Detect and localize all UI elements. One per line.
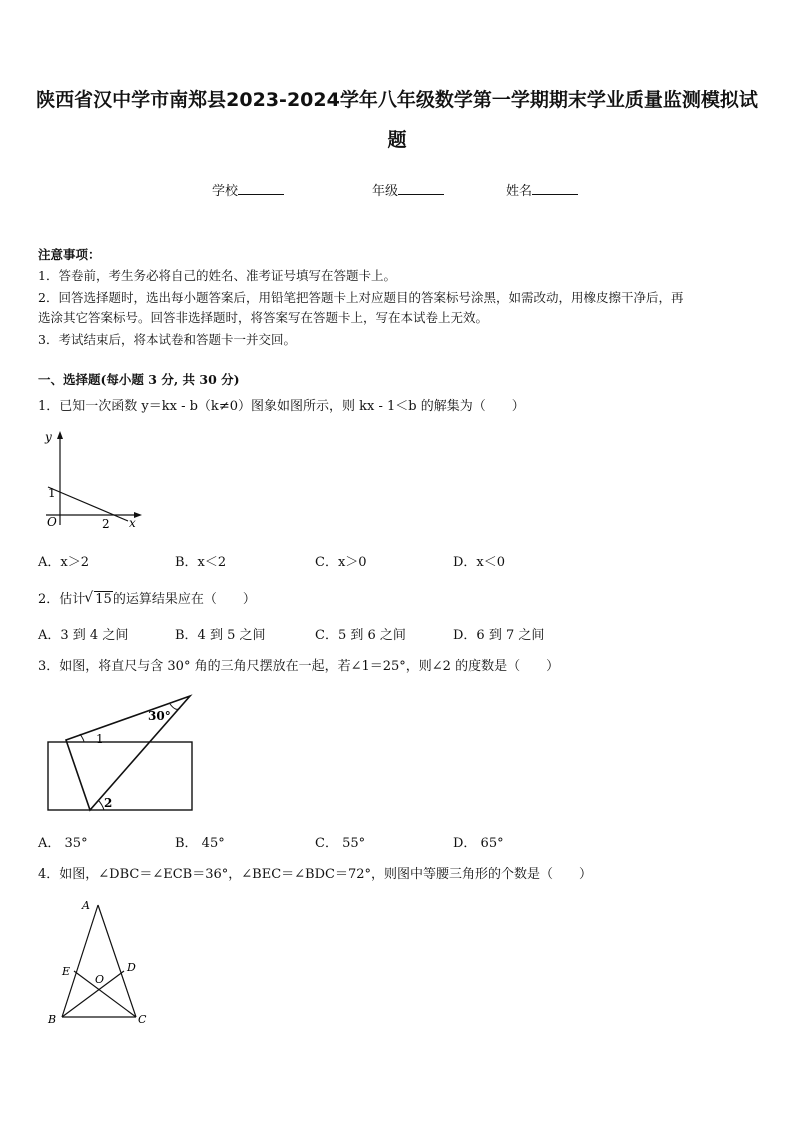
graph-y-intercept: 1 [48,486,56,500]
question-2-text [38,588,256,607]
point-c-label: C [138,1013,147,1026]
grade-label: 年级 [372,184,399,199]
graph-x-label: x [129,516,136,530]
name-blank[interactable] [532,182,578,195]
q1-option-d[interactable]: D．x＜0 [453,555,506,570]
section-heading: 一、选择题(每小题 3 分, 共 30 分) [38,372,240,387]
q2-option-d[interactable]: D．6 到 7 之间 [453,628,545,643]
grade-blank[interactable] [398,182,444,195]
q2-suffix: 的运算结果应在（ ） [112,592,256,607]
q2-option-a[interactable]: A．3 到 4 之间 [38,628,129,643]
exam-title-line1: 陕西省汉中学市南郑县2023-2024学年八年级数学第一学期期末学业质量监测模拟试 [36,89,758,111]
note-item-1: 1．答卷前，考生务必将自己的姓名、准考证号填写在答题卡上。 [38,268,396,283]
sqrt-symbol [85,592,113,607]
question-3-text: 3．如图，将直尺与含 30° 角的三角尺摆放在一起，若∠1＝25°，则∠2 的度数是（ ） [38,659,560,674]
note-item-3: 3．考试结束后，将本试卷和答题卡一并交回。 [38,332,296,347]
question-3-figure [44,688,204,816]
grade-field [372,180,444,199]
name-label: 姓名 [506,184,533,199]
angle-1-label: 1 [96,732,104,746]
note-item-2: 2．回答选择题时，选出每小题答案后，用铅笔把答题卡上对应题目的答案标号涂黑，如需改动，用橡皮擦干净后，再 [38,290,684,305]
angle-2-label: 2 [104,796,113,810]
q3-option-a[interactable]: A． 35° [38,836,88,851]
q3-option-b[interactable]: B． 45° [175,836,225,851]
point-o-label: O [95,973,105,986]
note-item-2-cont: 选涂其它答案标号。回答非选择题时，将答案写在答题卡上，写在本试卷上无效。 [38,310,489,325]
question-4-figure [40,895,160,1030]
school-blank[interactable] [238,182,284,195]
school-label: 学校 [212,184,239,199]
point-d-label: D [127,961,136,974]
q1-option-a[interactable]: A．x＞2 [38,555,89,570]
q2-radicand: 15 [95,592,112,607]
point-a-label: A [82,899,90,912]
graph-x-intercept: 2 [102,517,110,531]
q3-option-d[interactable]: D． 65° [453,836,504,851]
question-4-text: 4．如图，∠DBC＝∠ECB＝36°，∠BEC＝∠BDC＝72°，则图中等腰三角形的个数是（ ） [38,867,592,882]
name-field [506,180,578,199]
q2-option-b[interactable]: B．4 到 5 之间 [175,628,266,643]
q1-option-b[interactable]: B．x＜2 [175,555,227,570]
thirty-degree-label: 30° [148,709,171,723]
point-e-label: E [62,965,71,978]
q2-option-c[interactable]: C．5 到 6 之间 [315,628,406,643]
school-field [212,180,284,199]
q3-option-c[interactable]: C． 55° [315,836,366,851]
point-b-label: B [48,1013,57,1026]
q2-prefix: 2．估计 [38,592,86,607]
notes-heading: 注意事项： [38,247,101,262]
question-1-graph [38,425,148,535]
exam-title-line2: 题 [387,129,407,151]
q1-option-c[interactable]: C．x＞0 [315,555,367,570]
graph-y-label: y [45,430,52,444]
graph-origin-label: O [47,515,57,529]
question-1-text: 1．已知一次函数 y＝kx - b（k≠0）图象如图所示，则 kx - 1＜b 的解集为（ ） [38,399,525,414]
